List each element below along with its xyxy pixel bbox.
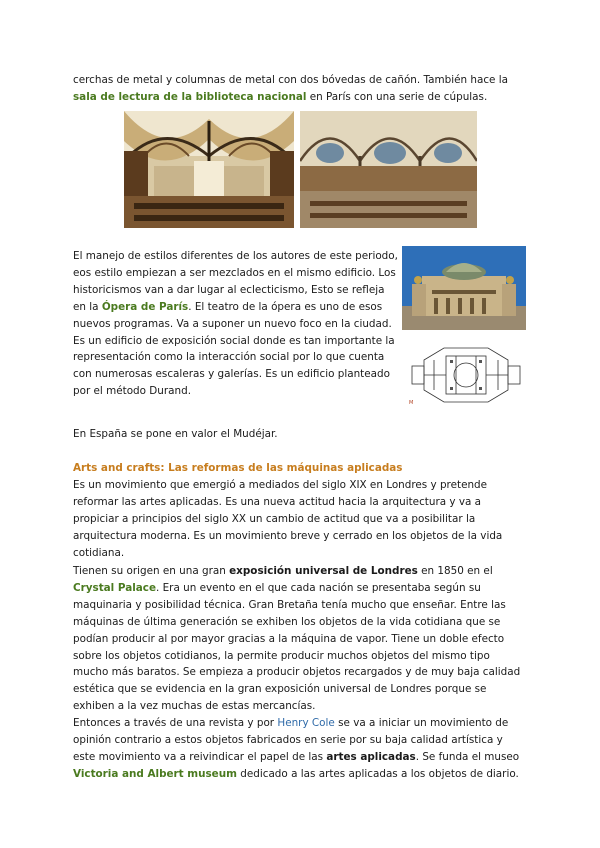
paragraph-mudejar: En España se pone en valor el Mudéjar. [73, 428, 278, 440]
plan-caption: M [409, 400, 414, 406]
link-henry-cole[interactable]: Henry Cole [277, 717, 335, 730]
opera-floor-plan-image [404, 336, 528, 412]
bold-exposicion-universal: exposición universal de Londres [229, 565, 418, 577]
opera-garnier-facade-image [402, 246, 526, 330]
link-opera-paris[interactable]: Ópera de París [101, 300, 189, 313]
sala-labrouste-image [300, 111, 477, 228]
paragraph-arts-crafts: Es un movimiento que emergió a mediados del siglo XIX en Londres y pretende reformar las artes aplicadas. Es una nueva actitud hacia la arquitectura y va a propiciar a principios del siglo XX un cambio de actitud que va a posibilitar la arquitectura moderna. Es un movimiento breve y cerrado en los objetos de la vida cotidiana. [73, 479, 503, 559]
bold-artes-aplicadas: artes aplicadas [326, 750, 416, 763]
section-heading-arts-crafts: Arts and crafts: Las reformas de las máquinas aplicadas [73, 462, 403, 474]
paragraph-biblioteca: cerchas de metal y columnas de metal con dos bóvedas de cañón. También hace la sala de lectura de la biblioteca nacional en París con una serie de cúpulas. [73, 74, 508, 103]
biblioteca-reading-room-image [124, 111, 294, 228]
paragraph-opera: El manejo de estilos diferentes de los autores de este periodo, eos estilo empiezan a ser mezclados en el mismo edificio. Los historicismos van a dar lugar al eclecticismo, Esto se refleja en la Ópera de París. El teatro de la ópera es uno de esos nuevos programas. Va a suponer un nuevo foco en la ciudad. Es un edificio de exposición social donde es tan importante la representación como la interacción social por lo que cuenta con numerosas escaleras y galerías. Es un edificio planteado por el método Durand. [73, 250, 398, 398]
link-victoria-albert[interactable]: Victoria and Albert museum [73, 767, 237, 780]
paragraph-exposicion: Tienen su origen en una gran exposición universal de Londres en 1850 en el Crystal Palace. Era un evento en el que cada nación se presentaba según su maquinaria y posibilidad técnica. Gran Bretaña tenía mucho que enseñar. Entre las máquinas de última generación se exhiben los objetos de la vida cotidiana que se podían producir al por mayor gracias a la máquina de vapor. Tiene un doble efecto sobre los objetos cotidianos, la permite producir muchos objetos del mismo tipo mucho más baratos. Se empieza a producir objetos recargados y de muy baja calidad estética que se evidencia en la gran exposición universal de Londres porque se exhiben a la vez muchas de estas mercancías. Entonces a través de una revista y por Henry Cole se va a iniciar un movimiento de opinión contrario a estos objetos fabricados en serie por su baja calidad artística y este movimiento va a reivindicar el papel de las artes aplicadas. Se funda el museo Victoria and Albert museum dedicado a las artes aplicadas a los objetos de diario. [73, 565, 521, 780]
link-sala-lectura[interactable]: sala de lectura de la biblioteca nacional [73, 90, 307, 103]
link-crystal-palace[interactable]: Crystal Palace [73, 581, 156, 594]
